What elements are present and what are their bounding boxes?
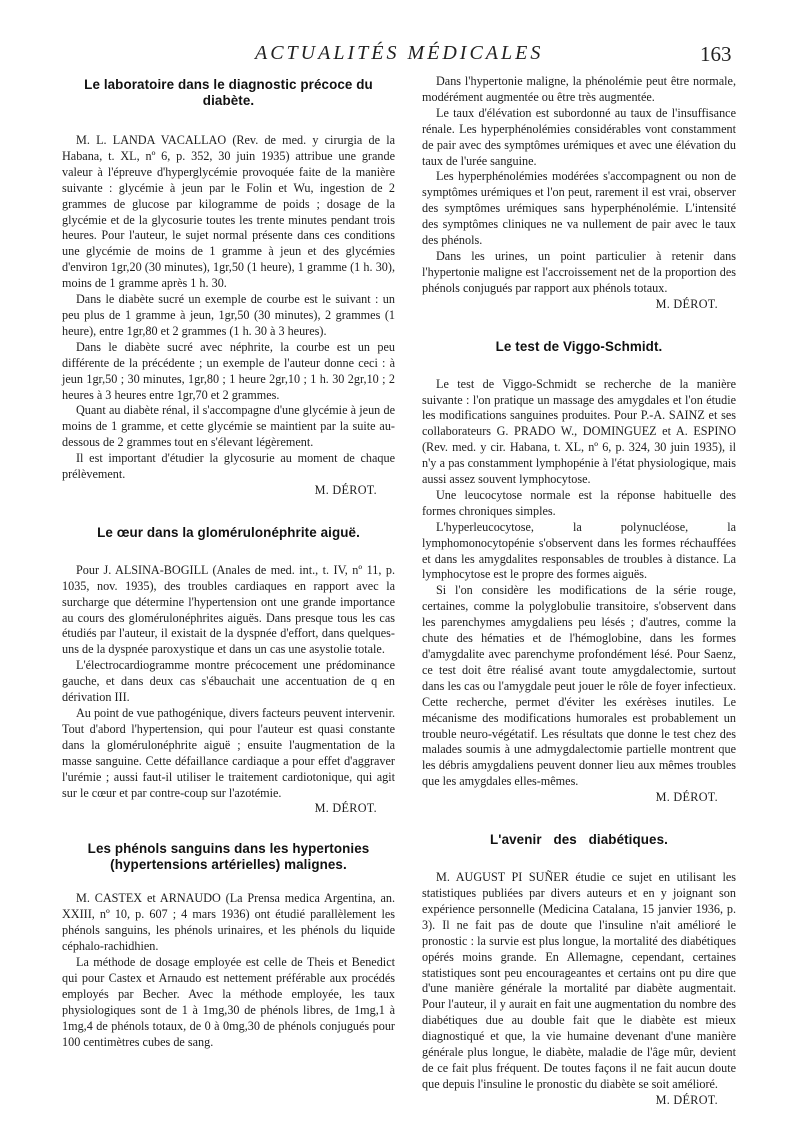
paragraph: L'électrocardiogramme montre précocement une prédominance gauche, et dans deux cas s'ébauchait une accentuation de q en dérivation III.: [62, 658, 395, 705]
article-title: Les phénols sanguins dans les hypertonies (hypertensions artérielles) malignes.: [87, 841, 370, 873]
paragraph: Quant au diabète rénal, il s'accompagne d'une glycémie à jeun de moins de 1 gramme, et cette glycémie se maintient par la suite au-dessous de 2 grammes tout en s'élevant légèrement.: [62, 403, 395, 450]
paragraph: Dans les urines, un point particulier à retenir dans l'hypertonie maligne est l'accroissement net de la proportion des phénols conjugués par rapport aux phénols totaux.: [422, 248, 736, 295]
paragraph: Au point de vue pathogénique, divers facteurs peuvent intervenir. Tout d'abord l'hypertension, qui pour l'auteur est quasi constante dans la glomérulonéphrite aiguë ; ensuite l'augmentation de la masse sanguine. Cette défaillance cardiaque a pour effet d'aggraver l'urémie ; aussi faut-il utiliser le traitement cardiotonique, qui agit sur le cœur et par contre-coup sur l'azotémie.: [62, 706, 395, 800]
paragraph: La méthode de dosage employée est celle de Theis et Benedict qui pour Castex et Arnaudo est nettement préférable aux procédés employés par Becher. Avec la méthode employée, les taux physiologiques sont de 1 à 1mg,30 de phénols libres, de 1mg,1 à 1mg,4 de phénols totaux, de 0 à 0mg,30 de phénols conjugués pour 100 centimètres cubes de sang.: [62, 954, 395, 1049]
paragraph: M. L. LANDA VACALLAO (Rev. de med. y cirurgia de la Habana, t. XL, nº 6, p. 352, 30 juin 1935) attribue une grande valeur à l'épreuve d'hyperglycémie provoquée faite de la manière suivante : glycémie à jeun par le Folin et Wu, ingestion de 2 grammes de glucose par kilogramme de poids ; dosage de la glycémie et de la glycosurie toutes les trente minutes pendant trois heures. Pour l'auteur, le sujet normal présente dans ces conditions une glycémie de moins de 1 gramme à jeun et des glycémies d'environ 1gr,20 (30 minutes), 1gr,50 (1 heure), 1 gramme (1 h. 30), moins de 1 gramme après 1 h. 30.: [62, 133, 395, 291]
article-title: L'avenir des diabétiques.: [490, 832, 668, 848]
article-avenir-diabetiques: [422, 832, 736, 1109]
left-column: [62, 74, 395, 1050]
paragraph: Il est important d'étudier la glycosurie au moment de chaque prélèvement.: [62, 451, 395, 482]
author-signature: M. DÉROT.: [655, 296, 718, 311]
right-column: [422, 74, 736, 1109]
author-signature: M. DÉROT.: [314, 482, 377, 497]
article-laboratoire-diabete: [62, 77, 395, 499]
paragraph: L'hyperleucocytose, la polynucléose, la lymphomonocytopénie s'observent dans les formes réchauffées et dans les amygdalites responsables de troubles à distance. La lymphocytose est le propre des formes aiguës.: [422, 519, 736, 582]
article-title: Le œur dans la glomérulonéphrite aiguë.: [97, 524, 360, 540]
running-title: ACTUALITÉS MÉDICALES: [255, 42, 544, 64]
author-signature: M. DÉROT.: [655, 1092, 718, 1107]
paragraph: Dans le diabète sucré un exemple de courbe est le suivant : un peu plus de 1 gramme à jeun, 1gr,50 (30 minutes), 2 grammes (1 heure), entre 1gr,80 et 2 grammes (1 h. 30 à 3 heures).: [62, 292, 395, 338]
paragraph: Le test de Viggo-Schmidt se recherche de la manière suivante : l'on pratique un massage des amygdales et l'on étudie les modifications sanguines produites. Pour P.-A. SAINZ et ses collaborateurs G. PRADO W., DOMINGUEZ et A. ESPINO (Rev. med. y cir. Habana, t. XL, nº 6, p. 324, 30 juin 1935), il n'y a pas constamment lymphopénie à l'état physiologique, mais aussi assez souvent lymphocytose.: [422, 376, 736, 487]
article-phenols-sanguins: [62, 841, 395, 1050]
paragraph: Dans l'hypertonie maligne, la phénolémie peut être normale, modérément augmentée ou être très augmentée.: [422, 74, 736, 104]
page-number: 163: [700, 42, 732, 66]
paragraph: Pour J. ALSINA-BOGILL (Anales de med. int., t. IV, nº 11, p. 1035, nov. 1935), des troubles cardiaques en rapport avec la surcharge que détermine l'hypertension ont une grande importance au cours des glomérulonéphrites aiguës. Dans presque tous les cas étudiés par l'auteur, il existait de la dyspnée d'effort, dans quelques-uns de la dyspnée paroxystique et dans un cas une asystolie totale.: [62, 562, 395, 657]
article-coeur-glomerulonephrite: [62, 525, 395, 818]
article-phenols-continuation: [422, 74, 736, 313]
paragraph: M. CASTEX et ARNAUDO (La Prensa medica Argentina, an. XXIII, nº 10, p. 607 ; 4 mars 1936) ont étudié parallèlement les phénols sanguins, les phénols urinaires, et les phénols du liquide céphalo-rachidhien.: [62, 891, 395, 954]
article-title: Le laboratoire dans le diagnostic précoce du diabète.: [84, 77, 373, 108]
paragraph: Si l'on considère les modifications de la série rouge, certaines, comme la polyglobulie transitoire, s'observent dans les parenchymes amygdaliens peu lésés ; d'autres, comme la chute des hématies et de l'hémoglobine, dans les formes d'amygdalite avec parenchyme profondément lésé. Pour Saenz, ce test doit être réalisé avant toute amygdalectomie, surtout dans les cas ou l'amygdale peut jouer le rôle de foyer infectieux. Cette recherche, permet d'éviter les exérèses inutiles. Le mécanisme des modifications humorales est probablement un trouble neuro-végétatif. Les résultats que donne le test chez des malades soumis à une admygdalectomie partielle montrent que les débris amygdaliens peuvent donner lieu aux mêmes troubles que les amygdales elles-mêmes.: [422, 583, 736, 789]
paragraph: Dans le diabète sucré avec néphrite, la courbe est un peu différente de la précédente ; un exemple de l'auteur donne ceci : à jeun 1gr,50 ; 30 minutes, 1gr,80 ; 1 heure 2gr,10 ; 1 h. 30 2gr,10 ; 2 heures à 3 heures entre 1gr,70 et 2 grammes.: [62, 339, 395, 402]
paragraph: M. AUGUST PI SUÑER étudie ce sujet en utilisant les statistiques publiées par divers auteurs et en y joignant son expérience personnelle (Medicina Catalana, 15 janvier 1936, p. 3). Il ne fait pas de doute que l'insuline n'ait amélioré le pronostic : la survie est plus longue, la mortalité des diabétiques opérés moins grande. En Allemagne, cependant, certaines statistiques sont peu encourageantes et certains ont pu dire que d'une manière générale la mortalité par diabète augmentait. Pour l'auteur, il y aurait en fait une augmentation du nombre des diabétiques due au double fait que le diabète est mieux diagnostiqué et que, la vie humaine devenant d'une manière générale plus longue, le diabète, maladie de l'âge mûr, devient de ce fait plus fréquent. De toutes façons il ne fait aucun doute que depuis l'insuline le pronostic du diabète se soit amélioré.: [422, 870, 736, 1091]
paragraph: Le taux d'élévation est subordonné au taux de l'insuffisance rénale. Les hyperphénolémies considérables vont constamment de pair avec des symptômes urémiques et avec une élévation du taux de l'urée sanguine.: [422, 105, 736, 168]
author-signature: M. DÉROT.: [314, 801, 377, 816]
paragraph: Les hyperphénolémies modérées s'accompagnent ou non de symptômes urémiques et l'on peut, rarement il est vrai, observer des symptômes urémiques sans hyperphénolémie. L'intensité des symptômes cliniques ne va nullement de pair avec le taux des phénols.: [422, 169, 736, 248]
author-signature: M. DÉROT.: [655, 790, 718, 805]
article-test-viggo-schmidt: [422, 339, 736, 806]
article-title: Le test de Viggo-Schmidt.: [495, 338, 663, 354]
paragraph: Une leucocytose normale est la réponse habituelle des formes chroniques simples.: [422, 487, 736, 518]
